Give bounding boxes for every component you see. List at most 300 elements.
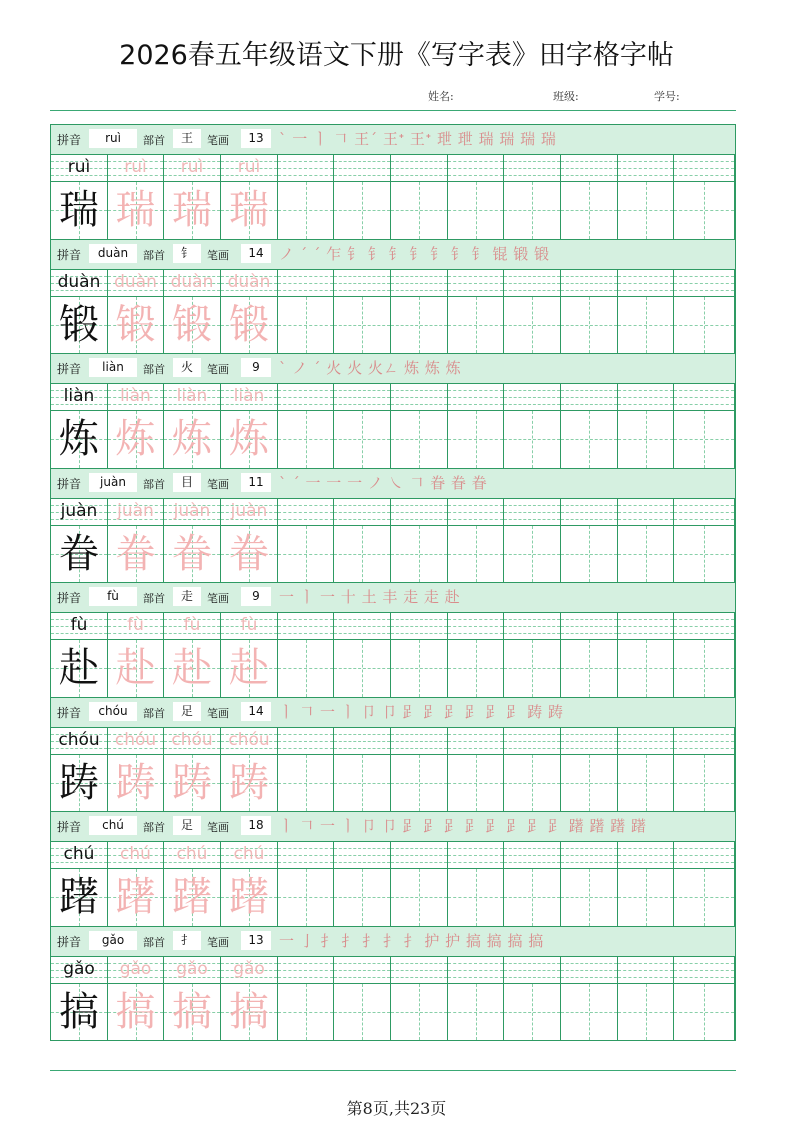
- tianzige-cell[interactable]: [278, 640, 334, 698]
- tianzige-cell[interactable]: [674, 411, 735, 469]
- tianzige-cell[interactable]: [278, 869, 334, 927]
- tianzige-cell[interactable]: [51, 297, 108, 355]
- pinyin-practice-cell[interactable]: [674, 155, 735, 182]
- pinyin-trace: fù: [127, 615, 144, 635]
- pinyin-practice-cell[interactable]: [334, 613, 391, 640]
- tianzige-cell[interactable]: [51, 411, 108, 469]
- pinyin-practice-cell[interactable]: [221, 728, 278, 755]
- pinyin-trace: gǎo: [233, 958, 265, 979]
- pinyin-practice-cell[interactable]: [391, 957, 448, 984]
- pinyin-practice-cell[interactable]: [164, 613, 221, 640]
- pinyin-practice-cell[interactable]: [164, 384, 221, 411]
- radical-value: 火: [173, 358, 201, 377]
- pinyin-practice-cell[interactable]: [108, 728, 164, 755]
- trace-character: 锻: [115, 301, 156, 348]
- pinyin-practice-cell[interactable]: [108, 499, 164, 526]
- writing-grid: [51, 728, 735, 813]
- pinyin-practice-cell[interactable]: [221, 155, 278, 182]
- pinyin-practice-cell[interactable]: [561, 613, 618, 640]
- pinyin-practice-cell[interactable]: [561, 499, 618, 526]
- name-label: 姓名:: [428, 90, 454, 103]
- tianzige-cell[interactable]: [561, 526, 618, 584]
- strokes-value: 18: [241, 816, 271, 835]
- pinyin-practice-cell[interactable]: [618, 728, 674, 755]
- pinyin-practice-cell[interactable]: [391, 155, 448, 182]
- stroke-order-sequence: 一 ㅣ 一 十 土 丰 走 走 赴: [279, 588, 461, 606]
- pinyin-practice-cell[interactable]: [278, 270, 334, 297]
- tianzige-cell[interactable]: [561, 869, 618, 927]
- pinyin-practice-cell[interactable]: [561, 957, 618, 984]
- tianzige-cell[interactable]: [674, 755, 735, 813]
- tianzige-cell[interactable]: [278, 411, 334, 469]
- pinyin-trace: duàn: [170, 271, 214, 292]
- character-info-header: [51, 469, 735, 499]
- bottom-rule: [50, 1070, 736, 1071]
- pinyin-practice-cell[interactable]: [561, 155, 618, 182]
- pinyin-practice-cell[interactable]: [51, 270, 108, 297]
- tianzige-cell[interactable]: [108, 640, 164, 698]
- tianzige-cell[interactable]: [51, 755, 108, 813]
- tianzige-cell[interactable]: [504, 869, 561, 927]
- tianzige-cell[interactable]: [391, 869, 448, 927]
- trace-character: 瑞: [229, 187, 269, 233]
- tianzige-cell[interactable]: [618, 297, 674, 355]
- character-info-header: [51, 583, 735, 613]
- pinyin-model: duàn: [57, 271, 101, 292]
- pinyin-practice-cell[interactable]: [391, 842, 448, 869]
- tianzige-cell[interactable]: [674, 640, 735, 698]
- pinyin-practice-cell[interactable]: [504, 155, 561, 182]
- model-character: 赴: [59, 645, 99, 691]
- strokes-value: 9: [241, 587, 271, 606]
- tianzige-cell[interactable]: [391, 755, 448, 813]
- model-character: 搞: [59, 988, 99, 1035]
- pinyin-practice-cell[interactable]: [561, 842, 618, 869]
- pinyin-practice-cell[interactable]: [51, 728, 108, 755]
- pinyin-trace: gǎo: [176, 958, 208, 979]
- character-block: [51, 927, 735, 1042]
- pinyin-label: 拼音: [57, 362, 82, 376]
- class-label: 班级:: [553, 90, 579, 103]
- pinyin-practice-cell[interactable]: [164, 957, 221, 984]
- tianzige-cell[interactable]: [278, 182, 334, 240]
- tianzige-cell[interactable]: [504, 640, 561, 698]
- pinyin-practice-cell[interactable]: [221, 384, 278, 411]
- pinyin-practice-cell[interactable]: [448, 728, 504, 755]
- tianzige-cell[interactable]: [221, 297, 278, 355]
- pinyin-label: 拼音: [57, 934, 82, 949]
- pinyin-practice-cell[interactable]: [504, 270, 561, 297]
- pinyin-practice-cell[interactable]: [278, 613, 334, 640]
- tianzige-cell[interactable]: [221, 411, 278, 469]
- pinyin-practice-cell[interactable]: [278, 842, 334, 869]
- pinyin-trace: liàn: [120, 386, 151, 406]
- pinyin-practice-cell[interactable]: [164, 728, 221, 755]
- tianzige-cell[interactable]: [561, 984, 618, 1042]
- tianzige-cell[interactable]: [391, 984, 448, 1042]
- strokes-value: 13: [241, 931, 271, 950]
- pinyin-practice-cell[interactable]: [448, 957, 504, 984]
- tianzige-cell[interactable]: [391, 297, 448, 355]
- tianzige-cell[interactable]: [164, 182, 221, 240]
- tianzige-cell[interactable]: [334, 182, 391, 240]
- writing-grid: [51, 499, 735, 584]
- page-title: 2026春五年级语文下册《写字表》田字格字帖: [119, 40, 674, 71]
- tianzige-cell[interactable]: [108, 755, 164, 813]
- pinyin-trace: chú: [120, 844, 151, 864]
- pinyin-practice-cell[interactable]: [674, 270, 735, 297]
- pinyin-practice-cell[interactable]: [504, 613, 561, 640]
- tianzige-cell[interactable]: [448, 755, 504, 813]
- pinyin-practice-cell[interactable]: [334, 499, 391, 526]
- pinyin-practice-cell[interactable]: [278, 957, 334, 984]
- radical-value: 走: [173, 587, 201, 606]
- tianzige-cell[interactable]: [504, 182, 561, 240]
- pinyin-practice-cell[interactable]: [674, 384, 735, 411]
- tianzige-cell[interactable]: [561, 411, 618, 469]
- pinyin-practice-cell[interactable]: [108, 155, 164, 182]
- tianzige-cell[interactable]: [674, 182, 735, 240]
- pinyin-practice-cell[interactable]: [334, 270, 391, 297]
- tianzige-cell[interactable]: [51, 869, 108, 927]
- character-info-header: [51, 812, 735, 842]
- pinyin-practice-cell[interactable]: [334, 384, 391, 411]
- pinyin-trace: ruì: [124, 157, 147, 177]
- model-character: 瑞: [59, 187, 99, 233]
- pinyin-practice-cell[interactable]: [334, 728, 391, 755]
- tianzige-cell[interactable]: [674, 297, 735, 355]
- pinyin-trace: juàn: [230, 500, 268, 521]
- character-block: [51, 125, 735, 240]
- pinyin-practice-cell[interactable]: [674, 613, 735, 640]
- trace-character: 炼: [229, 416, 269, 462]
- tianzige-cell[interactable]: [108, 182, 164, 240]
- pinyin-trace: chóu: [171, 729, 213, 750]
- stroke-order-sequence: ノ ˊ ˊ 乍 钅 钅 钅 钅 钅 钅 钅 锟 锻 锻: [279, 244, 550, 263]
- strokes-label: 笔画: [207, 134, 229, 147]
- pinyin-value: chóu: [89, 702, 137, 721]
- tianzige-cell[interactable]: [334, 640, 391, 698]
- radical-label: 部首: [143, 935, 165, 949]
- tianzige-cell[interactable]: [448, 526, 504, 584]
- pinyin-practice-cell[interactable]: [674, 499, 735, 526]
- pinyin-value: duàn: [89, 244, 137, 263]
- character-block: [51, 698, 735, 813]
- radical-value: 足: [173, 816, 201, 835]
- tianzige-cell[interactable]: [334, 869, 391, 927]
- tianzige-cell[interactable]: [504, 984, 561, 1042]
- pinyin-practice-cell[interactable]: [108, 384, 164, 411]
- tianzige-cell[interactable]: [561, 755, 618, 813]
- tianzige-cell[interactable]: [674, 526, 735, 584]
- pinyin-practice-cell[interactable]: [221, 613, 278, 640]
- pinyin-practice-cell[interactable]: [618, 613, 674, 640]
- stroke-order-sequence: ㅣ 𠃍 一 ㅣ 卩 卩 𧾷 𧾷 𧾷 𧾷 𧾷 𧾷 踌 踌: [279, 702, 564, 721]
- pinyin-practice-cell[interactable]: [561, 728, 618, 755]
- trace-character: 躇: [172, 874, 212, 920]
- character-block: [51, 469, 735, 584]
- tianzige-cell[interactable]: [391, 526, 448, 584]
- strokes-value: 11: [241, 473, 271, 492]
- pinyin-trace: ruì: [180, 157, 204, 177]
- pinyin-practice-cell[interactable]: [448, 155, 504, 182]
- pinyin-practice-cell[interactable]: [221, 842, 278, 869]
- pinyin-trace: juàn: [117, 500, 154, 521]
- pinyin-practice-cell[interactable]: [51, 499, 108, 526]
- pinyin-practice-cell[interactable]: [618, 957, 674, 984]
- tianzige-cell[interactable]: [618, 755, 674, 813]
- character-block: [51, 583, 735, 698]
- tianzige-cell[interactable]: [561, 297, 618, 355]
- character-info-header: [51, 354, 735, 384]
- pinyin-practice-cell[interactable]: [164, 155, 221, 182]
- radical-label: 部首: [143, 477, 165, 491]
- trace-character: 赴: [115, 645, 156, 691]
- pinyin-practice-cell[interactable]: [618, 499, 674, 526]
- trace-character: 躇: [229, 874, 269, 920]
- tianzige-cell[interactable]: [448, 297, 504, 355]
- tianzige-cell[interactable]: [448, 869, 504, 927]
- tianzige-cell[interactable]: [618, 869, 674, 927]
- tianzige-cell[interactable]: [221, 869, 278, 927]
- pinyin-model: chóu: [58, 729, 100, 750]
- student-info-row: [0, 88, 793, 106]
- pinyin-practice-cell[interactable]: [278, 384, 334, 411]
- radical-label: 部首: [143, 248, 165, 262]
- pinyin-value: chú: [89, 816, 137, 835]
- pinyin-practice-cell[interactable]: [391, 613, 448, 640]
- tianzige-cell[interactable]: [164, 640, 221, 698]
- trace-character: 眷: [172, 530, 212, 577]
- tianzige-cell[interactable]: [108, 869, 164, 927]
- pinyin-model: liàn: [63, 386, 95, 406]
- pinyin-practice-cell[interactable]: [504, 499, 561, 526]
- trace-character: 瑞: [115, 187, 156, 233]
- trace-character: 炼: [115, 416, 156, 462]
- pinyin-practice-cell[interactable]: [278, 728, 334, 755]
- pinyin-value: juàn: [89, 473, 137, 492]
- pinyin-practice-cell[interactable]: [504, 842, 561, 869]
- trace-character: 眷: [115, 530, 156, 577]
- strokes-value: 9: [241, 358, 271, 377]
- stroke-order-sequence: ˋ ノ ˊ 火 火 火ㄥ 炼 炼 炼: [279, 359, 462, 377]
- strokes-label: 笔画: [207, 477, 229, 491]
- tianzige-cell[interactable]: [334, 411, 391, 469]
- tianzige-cell[interactable]: [448, 640, 504, 698]
- pinyin-practice-cell[interactable]: [334, 155, 391, 182]
- pinyin-label: 拼音: [57, 247, 82, 262]
- pinyin-practice-cell[interactable]: [618, 270, 674, 297]
- tianzige-cell[interactable]: [221, 984, 278, 1042]
- tianzige-cell[interactable]: [561, 182, 618, 240]
- tianzige-cell[interactable]: [51, 182, 108, 240]
- pinyin-practice-cell[interactable]: [391, 728, 448, 755]
- trace-character: 踌: [115, 759, 156, 806]
- tianzige-cell[interactable]: [674, 984, 735, 1042]
- trace-character: 搞: [115, 988, 156, 1035]
- tianzige-cell[interactable]: [334, 526, 391, 584]
- model-character: 踌: [59, 759, 99, 806]
- pinyin-practice-cell[interactable]: [618, 384, 674, 411]
- stroke-order-sequence: 一 亅 扌 扌 扌 扌 扌 护 护 搞 搞 搞 搞: [279, 931, 544, 950]
- tianzige-cell[interactable]: [334, 755, 391, 813]
- tianzige-cell[interactable]: [164, 869, 221, 927]
- pinyin-practice-cell[interactable]: [278, 155, 334, 182]
- tianzige-cell[interactable]: [618, 182, 674, 240]
- pinyin-trace: liàn: [233, 386, 265, 406]
- pinyin-value: ruì: [89, 129, 137, 148]
- tianzige-cell[interactable]: [164, 297, 221, 355]
- trace-character: 搞: [229, 988, 269, 1035]
- pinyin-practice-cell[interactable]: [51, 613, 108, 640]
- pinyin-practice-cell[interactable]: [674, 842, 735, 869]
- pinyin-practice-cell[interactable]: [448, 613, 504, 640]
- pinyin-practice-cell[interactable]: [164, 270, 221, 297]
- pinyin-trace: chóu: [114, 729, 157, 750]
- pinyin-practice-cell[interactable]: [391, 384, 448, 411]
- pinyin-trace: duàn: [227, 271, 271, 292]
- pinyin-trace: duàn: [114, 271, 157, 292]
- pinyin-trace: fù: [240, 615, 258, 635]
- tianzige-cell[interactable]: [108, 984, 164, 1042]
- tianzige-cell[interactable]: [278, 755, 334, 813]
- trace-character: 眷: [229, 530, 269, 577]
- strokes-label: 笔画: [207, 706, 229, 720]
- trace-character: 赴: [229, 645, 269, 691]
- pinyin-practice-cell[interactable]: [391, 499, 448, 526]
- pinyin-practice-cell[interactable]: [221, 499, 278, 526]
- pinyin-practice-cell[interactable]: [334, 957, 391, 984]
- pinyin-practice-cell[interactable]: [51, 384, 108, 411]
- strokes-value: 13: [241, 129, 271, 148]
- pinyin-practice-cell[interactable]: [108, 613, 164, 640]
- pinyin-practice-cell[interactable]: [448, 270, 504, 297]
- pinyin-practice-cell[interactable]: [674, 728, 735, 755]
- tianzige-cell[interactable]: [504, 526, 561, 584]
- pinyin-model: juàn: [60, 500, 98, 521]
- radical-label: 部首: [143, 592, 165, 605]
- pinyin-label: 拼音: [57, 133, 82, 147]
- pinyin-practice-cell[interactable]: [618, 155, 674, 182]
- strokes-label: 笔画: [207, 821, 229, 834]
- tianzige-cell[interactable]: [618, 640, 674, 698]
- writing-grid: [51, 384, 735, 469]
- pinyin-practice-cell[interactable]: [51, 842, 108, 869]
- pinyin-practice-cell[interactable]: [51, 957, 108, 984]
- radical-value: 王: [173, 129, 201, 148]
- pinyin-practice-cell[interactable]: [164, 842, 221, 869]
- pinyin-practice-cell[interactable]: [561, 384, 618, 411]
- pinyin-practice-cell[interactable]: [674, 957, 735, 984]
- tianzige-cell[interactable]: [504, 297, 561, 355]
- tianzige-cell[interactable]: [448, 984, 504, 1042]
- radical-value: 足: [173, 702, 201, 721]
- pinyin-practice-cell[interactable]: [391, 270, 448, 297]
- tianzige-cell[interactable]: [164, 411, 221, 469]
- tianzige-cell[interactable]: [448, 182, 504, 240]
- pinyin-practice-cell[interactable]: [448, 499, 504, 526]
- tianzige-cell[interactable]: [278, 297, 334, 355]
- pinyin-practice-cell[interactable]: [221, 957, 278, 984]
- pinyin-practice-cell[interactable]: [504, 957, 561, 984]
- radical-value: 扌: [173, 931, 201, 950]
- pinyin-practice-cell[interactable]: [108, 842, 164, 869]
- pinyin-practice-cell[interactable]: [448, 842, 504, 869]
- tianzige-cell[interactable]: [164, 755, 221, 813]
- pinyin-practice-cell[interactable]: [561, 270, 618, 297]
- tianzige-cell[interactable]: [108, 526, 164, 584]
- pinyin-trace: ruì: [237, 157, 261, 177]
- tianzige-cell[interactable]: [51, 984, 108, 1042]
- pinyin-practice-cell[interactable]: [504, 384, 561, 411]
- tianzige-cell[interactable]: [618, 984, 674, 1042]
- tianzige-cell[interactable]: [164, 526, 221, 584]
- tianzige-cell[interactable]: [391, 182, 448, 240]
- tianzige-cell[interactable]: [108, 297, 164, 355]
- writing-grid: [51, 155, 735, 240]
- tianzige-cell[interactable]: [221, 182, 278, 240]
- stroke-order-sequence: ˋ ˊ 一 一 一 ノ ㇏ 𠃍 眷 眷 眷: [279, 473, 488, 492]
- strokes-value: 14: [241, 702, 271, 721]
- radical-value: 钅: [173, 244, 201, 263]
- pinyin-practice-cell[interactable]: [448, 384, 504, 411]
- strokes-value: 14: [241, 244, 271, 263]
- tianzige-cell[interactable]: [278, 984, 334, 1042]
- tianzige-cell[interactable]: [674, 869, 735, 927]
- radical-label: 部首: [143, 706, 165, 720]
- tianzige-cell[interactable]: [334, 984, 391, 1042]
- pinyin-label: 拼音: [57, 820, 82, 834]
- tianzige-cell[interactable]: [618, 526, 674, 584]
- pinyin-model: gǎo: [63, 958, 95, 979]
- tianzige-cell[interactable]: [504, 755, 561, 813]
- character-block: [51, 354, 735, 469]
- tianzige-cell[interactable]: [618, 411, 674, 469]
- trace-character: 踌: [229, 759, 269, 806]
- tianzige-cell[interactable]: [51, 526, 108, 584]
- tianzige-cell[interactable]: [221, 526, 278, 584]
- pinyin-practice-cell[interactable]: [618, 842, 674, 869]
- tianzige-cell[interactable]: [334, 297, 391, 355]
- tianzige-cell[interactable]: [391, 411, 448, 469]
- tianzige-cell[interactable]: [164, 984, 221, 1042]
- pinyin-practice-cell[interactable]: [108, 957, 164, 984]
- pinyin-trace: chú: [176, 844, 208, 864]
- pinyin-practice-cell[interactable]: [108, 270, 164, 297]
- pinyin-practice-cell[interactable]: [504, 728, 561, 755]
- pinyin-trace: liàn: [176, 386, 208, 406]
- pinyin-practice-cell[interactable]: [164, 499, 221, 526]
- tianzige-cell[interactable]: [221, 640, 278, 698]
- tianzige-cell[interactable]: [561, 640, 618, 698]
- tianzige-cell[interactable]: [51, 640, 108, 698]
- tianzige-cell[interactable]: [221, 755, 278, 813]
- tianzige-cell[interactable]: [504, 411, 561, 469]
- tianzige-cell[interactable]: [108, 411, 164, 469]
- pinyin-label: 拼音: [57, 705, 82, 720]
- tianzige-cell[interactable]: [448, 411, 504, 469]
- pinyin-practice-cell[interactable]: [334, 842, 391, 869]
- radical-label: 部首: [143, 363, 165, 376]
- pinyin-practice-cell[interactable]: [51, 155, 108, 182]
- pinyin-label: 拼音: [57, 476, 82, 491]
- pinyin-practice-cell[interactable]: [221, 270, 278, 297]
- pinyin-value: fù: [89, 587, 137, 606]
- pinyin-value: liàn: [89, 358, 137, 377]
- pinyin-practice-cell[interactable]: [278, 499, 334, 526]
- tianzige-cell[interactable]: [391, 640, 448, 698]
- tianzige-cell[interactable]: [278, 526, 334, 584]
